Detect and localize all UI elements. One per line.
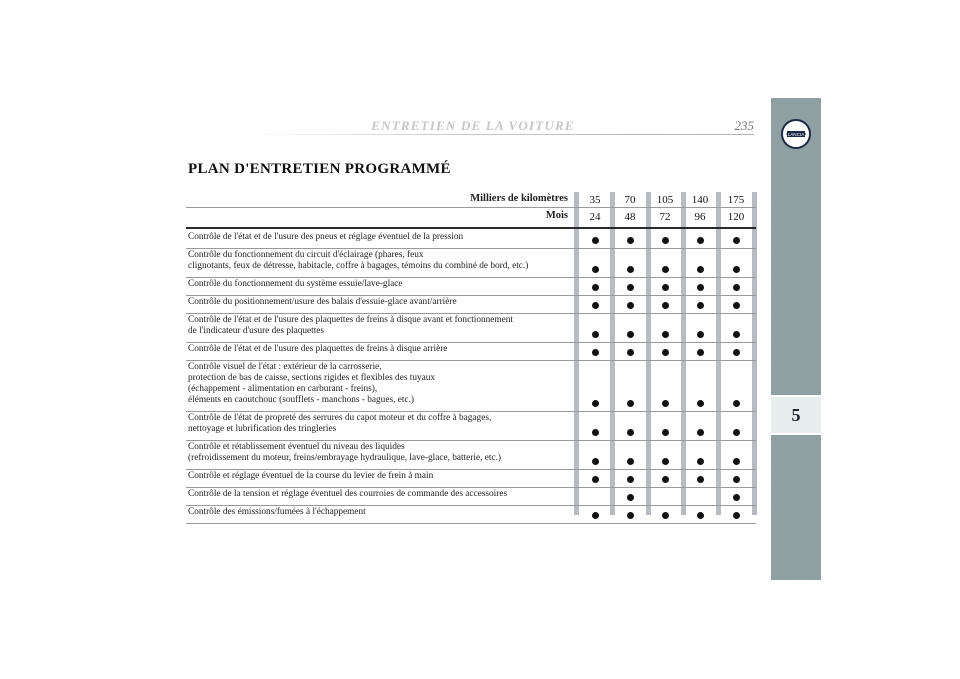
- table-row-text: Contrôle visuel de l'état : extérieur de la carrosserie, protection de bas de caisse, sections rigides et flexibles des tuyaux (échappement - alimentation en carburant - freins), éléments en caoutchouc (soufflets - manchons - bagues, etc.): [188, 362, 436, 405]
- column-separator: [716, 192, 721, 515]
- header-bottom-rule: [186, 227, 756, 229]
- running-title: ENTRETIEN DE LA VOITURE: [371, 118, 575, 133]
- column-separator: [681, 192, 686, 515]
- maintenance-dot: [697, 302, 704, 309]
- maintenance-dot: [592, 302, 599, 309]
- maintenance-dot: [592, 284, 599, 291]
- maintenance-dot: [697, 458, 704, 465]
- row-rule: [186, 295, 756, 296]
- maintenance-dot: [697, 266, 704, 273]
- maintenance-dot: [592, 331, 599, 338]
- maintenance-dot: [662, 512, 669, 519]
- maintenance-dot: [733, 237, 740, 244]
- maintenance-dot: [592, 512, 599, 519]
- maintenance-dot: [627, 400, 634, 407]
- maintenance-dot: [662, 302, 669, 309]
- maintenance-dot: [733, 331, 740, 338]
- table-row-text: Contrôle du fonctionnement du système essuie/lave-glace: [188, 279, 403, 289]
- row-rule: [186, 313, 756, 314]
- maintenance-dot: [733, 349, 740, 356]
- months-value: 96: [694, 211, 706, 223]
- maintenance-dot: [733, 266, 740, 273]
- column-separator: [610, 192, 615, 515]
- table-row-text: Contrôle de l'état et de l'usure des plaquettes de freins à disque avant et fonctionnement de l'indicateur d'usure des plaquettes: [188, 315, 514, 336]
- maintenance-dot: [592, 458, 599, 465]
- table-row-text: Contrôle des émissions/fumées à l'échappement: [188, 507, 366, 517]
- maintenance-dot: [697, 512, 704, 519]
- table-row-text: Contrôle du positionnement/usure des balais d'essuie-glace avant/arrière: [188, 297, 457, 307]
- maintenance-dot: [697, 284, 704, 291]
- row-rule: [186, 469, 756, 470]
- km-value: 140: [691, 194, 709, 206]
- maintenance-dot: [592, 266, 599, 273]
- row-rule: [186, 360, 756, 361]
- table-row-text: Contrôle et rétablissement éventuel du niveau des liquides (refroidissement du moteur, freins/embrayage hydraulique, lave-glace, batterie, etc.): [188, 442, 502, 463]
- maintenance-dot: [627, 331, 634, 338]
- row-rule: [186, 342, 756, 343]
- table-row-text: Contrôle de la tension et réglage éventuel des courroies de commande des accessoires: [188, 489, 508, 499]
- maintenance-dot: [733, 494, 740, 501]
- maintenance-dot: [662, 476, 669, 483]
- maintenance-dot: [697, 237, 704, 244]
- km-value: 35: [589, 194, 601, 206]
- months-value: 72: [659, 211, 671, 223]
- maintenance-dot: [733, 476, 740, 483]
- maintenance-dot: [662, 400, 669, 407]
- maintenance-dot: [592, 476, 599, 483]
- maintenance-dot: [697, 476, 704, 483]
- row-rule: [186, 277, 756, 278]
- maintenance-dot: [662, 429, 669, 436]
- maintenance-dot: [733, 458, 740, 465]
- header-rule: [250, 134, 754, 135]
- row-rule: [186, 523, 756, 524]
- logo-text: LANCIA: [787, 132, 805, 137]
- table-row-text: Contrôle du fonctionnement du circuit d'éclairage (phares, feux clignotants, feux de détresse, habitacle, coffre à bagages, témoins du combiné de bord, etc.): [188, 250, 529, 271]
- row-rule: [186, 248, 756, 249]
- maintenance-dot: [627, 476, 634, 483]
- months-value: 24: [589, 211, 601, 223]
- maintenance-dot: [592, 429, 599, 436]
- km-value: 70: [624, 194, 636, 206]
- months-value: 48: [624, 211, 636, 223]
- lancia-shield-icon: [780, 118, 812, 150]
- maintenance-dot: [697, 400, 704, 407]
- page-number: 235: [734, 118, 754, 133]
- table-row-text: Contrôle de l'état et de l'usure des plaquettes de freins à disque arrière: [188, 344, 448, 354]
- maintenance-dot: [662, 458, 669, 465]
- maintenance-dot: [662, 284, 669, 291]
- header-row-rule: [186, 207, 756, 208]
- maintenance-dot: [697, 429, 704, 436]
- table-row-text: Contrôle et réglage éventuel de la course du levier de frein à main: [188, 471, 434, 481]
- maintenance-dot: [733, 284, 740, 291]
- page-title: PLAN D'ENTRETIEN PROGRAMMÉ: [188, 161, 451, 177]
- maintenance-dot: [697, 331, 704, 338]
- km-value: 175: [727, 194, 745, 206]
- column-separator: [646, 192, 651, 515]
- months-value: 120: [727, 211, 745, 223]
- km-value: 105: [656, 194, 674, 206]
- maintenance-dot: [733, 512, 740, 519]
- maintenance-dot: [627, 266, 634, 273]
- maintenance-dot: [662, 349, 669, 356]
- maintenance-dot: [627, 429, 634, 436]
- maintenance-dot: [627, 458, 634, 465]
- maintenance-dot: [662, 237, 669, 244]
- months-label: Mois: [545, 210, 568, 221]
- maintenance-dot: [627, 349, 634, 356]
- maintenance-dot: [627, 284, 634, 291]
- row-rule: [186, 440, 756, 441]
- column-separator: [752, 192, 757, 515]
- maintenance-dot: [592, 400, 599, 407]
- chapter-number: 5: [771, 395, 821, 435]
- maintenance-dot: [592, 349, 599, 356]
- row-rule: [186, 505, 756, 506]
- maintenance-dot: [627, 237, 634, 244]
- table-row-text: Contrôle de l'état de propreté des serrures du capot moteur et du coffre à bagages, nettoyage et lubrification des tringleries: [188, 413, 492, 434]
- maintenance-dot: [627, 494, 634, 501]
- maintenance-dot: [733, 400, 740, 407]
- maintenance-dot: [662, 266, 669, 273]
- maintenance-dot: [733, 429, 740, 436]
- table-row-text: Contrôle de l'état et de l'usure des pneus et réglage éventuel de la pression: [188, 232, 464, 242]
- km-label: Milliers de kilomètres: [470, 193, 568, 204]
- row-rule: [186, 411, 756, 412]
- maintenance-dot: [662, 331, 669, 338]
- maintenance-dot: [592, 237, 599, 244]
- maintenance-dot: [697, 349, 704, 356]
- maintenance-dot: [733, 302, 740, 309]
- maintenance-dot: [627, 302, 634, 309]
- maintenance-dot: [627, 512, 634, 519]
- chapter-side-tab: [771, 98, 821, 580]
- row-rule: [186, 487, 756, 488]
